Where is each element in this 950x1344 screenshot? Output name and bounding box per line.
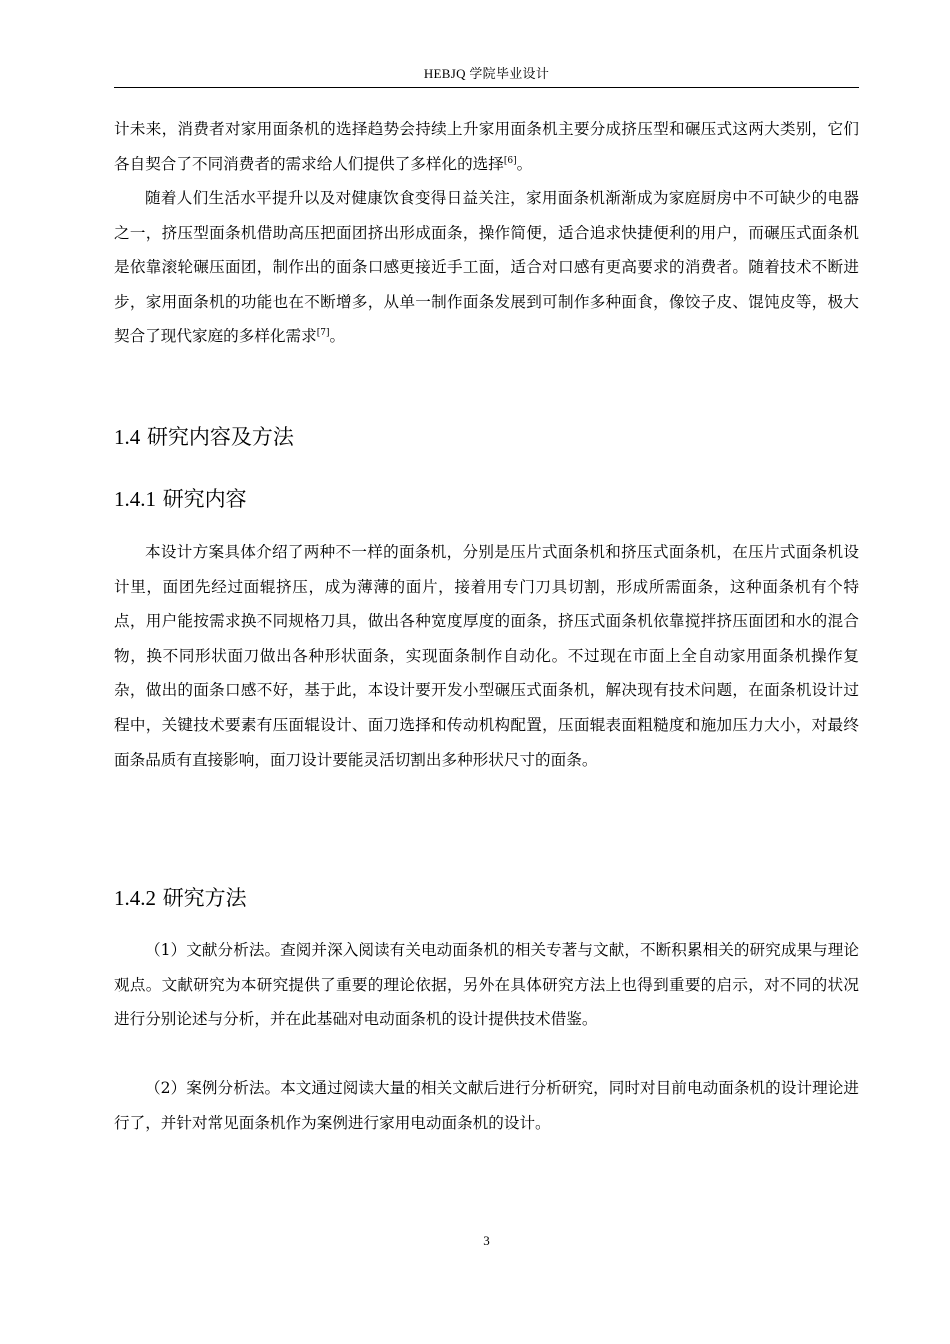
paragraph-research-content: 本设计方案具体介绍了两种不一样的面条机，分别是压片式面条机和挤压式面条机，在压片式面条机设计里，面团先经过面辊挤压，成为薄薄的面片，接着用专门刀具切割，形成所需面条，这种面条机有个特点，用户能按需求换不同规格刀具，做出各种宽度厚度的面条，挤压式面条机依靠搅拌挤压面团和水的混合物，换不同形状面刀做出各种形状面条，实现面条制作自动化。不过现在市面上全自动家用面条机操作复杂，做出的面条口感不好，基于此，本设计要开发小型碾压式面条机，解决现有技术问题，在面条机设计过程中，关键技术要素有压面辊设计、面刀选择和传动机构配置，压面辊表面粗糙度和施加压力大小，对最终面条品质有直接影响，面刀设计要能灵活切割出多种形状尺寸的面条。 bbox=[114, 543, 859, 769]
paragraph-tail: 。 bbox=[516, 154, 533, 173]
section-number: 1.4 bbox=[114, 425, 141, 449]
section-number: 1.4.2 bbox=[114, 886, 156, 910]
header-rule bbox=[114, 87, 859, 88]
section-title: 研究内容 bbox=[162, 487, 247, 511]
section-heading-1-4-1 bbox=[114, 484, 859, 514]
paragraph-tail: 。 bbox=[329, 327, 346, 346]
citation-ref: [6] bbox=[503, 155, 517, 166]
citation-ref: [7] bbox=[316, 328, 330, 339]
page-number: 3 bbox=[483, 1233, 490, 1248]
section-number: 1.4.1 bbox=[114, 487, 156, 511]
paragraph-method-case: （2）案例分析法。本文通过阅读大量的相关文献后进行分析研究，同时对目前电动面条机的设计理论进行了，并针对常见面条机作为案例进行家用电动面条机的设计。 bbox=[114, 1079, 859, 1132]
section-title: 研究方法 bbox=[162, 886, 247, 910]
paragraph-continuation bbox=[114, 112, 859, 181]
paragraph-method-literature: （1）文献分析法。查阅并深入阅读有关电动面条机的相关专著与文献，不断积累相关的研究成果与理论观点。文献研究为本研究提供了重要的理论依据，另外在具体研究方法上也得到重要的启示，对不同的状况进行分别论述与分析，并在此基础对电动面条机的设计提供技术借鉴。 bbox=[114, 941, 859, 1029]
section-heading-1-4 bbox=[114, 422, 859, 452]
paragraph-background bbox=[114, 181, 859, 354]
section-title: 研究内容及方法 bbox=[146, 425, 294, 449]
page-header: HEBJQ 学院毕业设计 bbox=[423, 66, 550, 81]
paragraph-text: 计未来，消费者对家用面条机的选择趋势会持续上升家用面条机主要分成挤压型和碾压式这两大类别，它们各自契合了不同消费者的需求给人们提供了多样化的选择 bbox=[114, 120, 859, 173]
section-heading-1-4-2 bbox=[114, 883, 859, 913]
paragraph-text: 随着人们生活水平提升以及对健康饮食变得日益关注，家用面条机渐渐成为家庭厨房中不可缺少的电器之一，挤压型面条机借助高压把面团挤出形成面条，操作简便，适合追求快捷便利的用户，而碾压式面条机是依靠滚轮碾压面团，制作出的面条口感更接近手工面，适合对口感有更高要求的消费者。随着技术不断进步，家用面条机的功能也在不断增多，从单一制作面条发展到可制作多种面食，像饺子皮、馄饨皮等，极大契合了现代家庭的多样化需求 bbox=[114, 189, 859, 346]
